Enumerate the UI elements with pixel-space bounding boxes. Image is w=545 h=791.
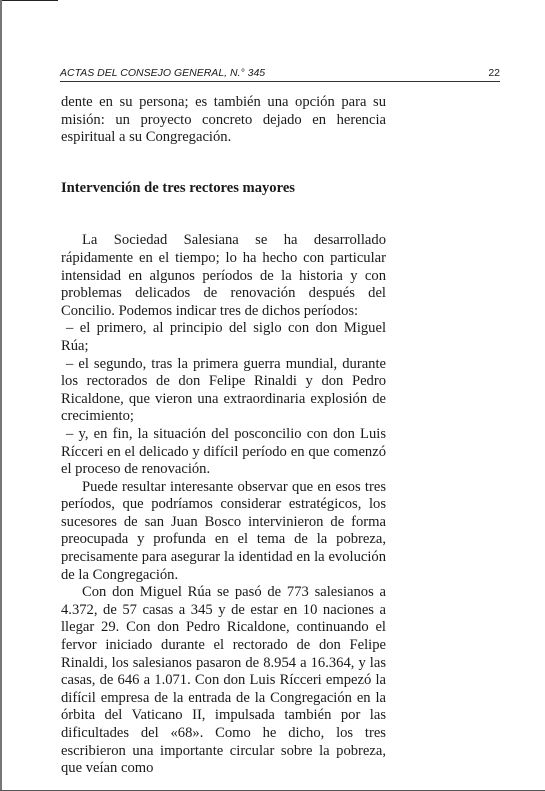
list-item: – el segundo, tras la primera guerra mundial, durante los rectorados de don Felipe Rinaldi y don Pedro Ricaldone, que vieron una extraordinaria explosión de crecimiento; xyxy=(61,355,386,425)
body-paragraph: La Sociedad Salesiana se ha desarrollado rápidamente en el tiempo; lo ha hecho con particular intensidad en algunos períodos de la historia y con problemas delicados de renovación después del Concilio. Podemos indicar tres de dichos períodos: xyxy=(61,232,386,319)
running-header-title: ACTAS DEL CONSEJO GENERAL, N.° 345 xyxy=(60,67,266,79)
intro-paragraph: dente en su persona; es también una opción para su misión: un proyecto concreto dejado en herencia espiritual a su Congregación. xyxy=(61,94,386,146)
page-left-edge-line xyxy=(0,0,2,791)
page-number: 22 xyxy=(488,67,500,79)
page-top-edge-line xyxy=(0,0,58,1)
list-item: – el primero, al principio del siglo con don Miguel Rúa; xyxy=(61,320,386,354)
body-paragraph: Puede resultar interesante observar que en esos tres períodos, que podríamos considerar estratégicos, los sucesores de san Juan Bosco intervinieron de forma preocupada y profunda en el tema de la pobreza, precisamente para asegurar la identidad en la evolución de la Congregación. xyxy=(61,478,386,583)
body-paragraph: Con don Miguel Rúa se pasó de 773 salesianos a 4.372, de 57 casas a 345 y de estar en 10 naciones a llegar 29. Con don Pedro Ricaldone, continuando el fervor iniciado durante el rectorado de don Felipe Rinaldi, los salesianos pasaron de 8.954 a 16.364, y las casas, de 646 a 1.071. Con don Luis Rícceri empezó la difícil empresa de la entrada de la Congregación en la órbita del Vaticano II, impulsada también por las dificultades del «68». Como he dicho, los tres escribieron una importante circular sobre la pobreza, que veían como xyxy=(61,584,386,777)
section-heading: Intervención de tres rectores mayores xyxy=(61,179,295,196)
header-rule xyxy=(60,81,500,82)
page-body xyxy=(61,94,386,778)
list-item: – y, en fin, la situación del posconcilio con don Luis Rícceri en el delicado y difícil período en que comenzó el proceso de renovación. xyxy=(61,425,386,478)
running-header xyxy=(60,67,500,79)
